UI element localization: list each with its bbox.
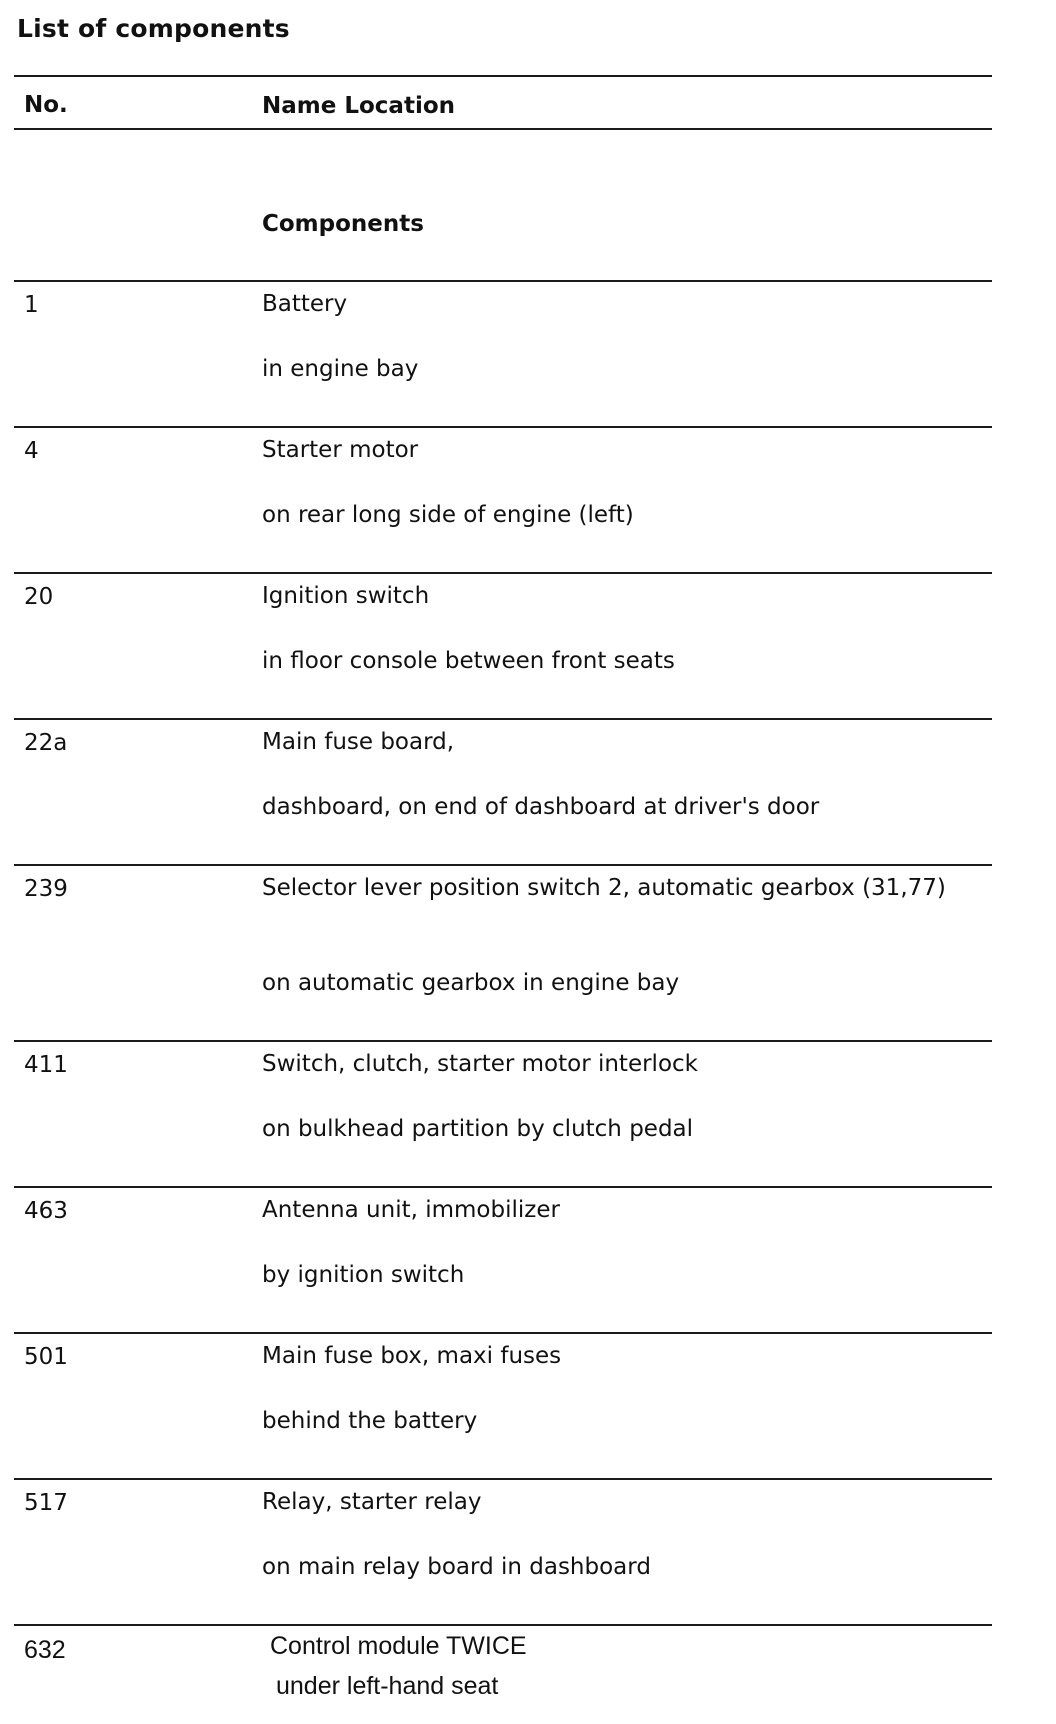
row-number: 1 bbox=[24, 292, 39, 318]
component-name: Selector lever position switch 2, automatic gearbox (31,77) bbox=[262, 875, 946, 901]
row-rule bbox=[14, 1624, 992, 1626]
component-name: Antenna unit, immobilizer bbox=[262, 1197, 560, 1223]
row-number: 463 bbox=[24, 1198, 68, 1224]
row-rule bbox=[14, 1040, 992, 1042]
component-name: Relay, starter relay bbox=[262, 1489, 482, 1515]
component-location: in floor console between front seats bbox=[262, 648, 675, 674]
component-name: Battery bbox=[262, 291, 348, 317]
row-number: 517 bbox=[24, 1490, 68, 1516]
component-name: Control module TWICE bbox=[270, 1632, 527, 1660]
component-name: Main fuse board, bbox=[262, 729, 455, 755]
row-number: 22a bbox=[24, 730, 68, 756]
component-location: under left-hand seat bbox=[276, 1672, 499, 1700]
row-rule bbox=[14, 1478, 992, 1480]
component-name: Main fuse box, maxi fuses bbox=[262, 1343, 562, 1369]
component-location: on main relay board in dashboard bbox=[262, 1554, 651, 1580]
header-name-location: Name Location bbox=[262, 93, 456, 119]
component-location: dashboard, on end of dashboard at driver's door bbox=[262, 794, 820, 820]
header-no: No. bbox=[24, 92, 68, 118]
table-top-rule bbox=[14, 75, 992, 77]
row-rule bbox=[14, 280, 992, 282]
component-location: on rear long side of engine (left) bbox=[262, 502, 634, 528]
header-rule bbox=[14, 128, 992, 130]
component-name: Ignition switch bbox=[262, 583, 430, 609]
component-location: on bulkhead partition by clutch pedal bbox=[262, 1116, 694, 1142]
row-number: 20 bbox=[24, 584, 54, 610]
row-rule bbox=[14, 1332, 992, 1334]
row-number: 632 bbox=[24, 1636, 66, 1664]
page-title: List of components bbox=[17, 14, 290, 43]
row-number: 239 bbox=[24, 876, 68, 902]
row-number: 4 bbox=[24, 438, 39, 464]
component-location: on automatic gearbox in engine bay bbox=[262, 970, 680, 996]
component-location: behind the battery bbox=[262, 1408, 478, 1434]
row-rule bbox=[14, 572, 992, 574]
row-rule bbox=[14, 426, 992, 428]
row-number: 411 bbox=[24, 1052, 68, 1078]
component-name: Starter motor bbox=[262, 437, 419, 463]
component-name: Switch, clutch, starter motor interlock bbox=[262, 1051, 698, 1077]
row-rule bbox=[14, 1186, 992, 1188]
component-location: by ignition switch bbox=[262, 1262, 465, 1288]
row-number: 501 bbox=[24, 1344, 68, 1370]
row-rule bbox=[14, 864, 992, 866]
section-label: Components bbox=[262, 211, 424, 237]
row-rule bbox=[14, 718, 992, 720]
component-location: in engine bay bbox=[262, 356, 419, 382]
